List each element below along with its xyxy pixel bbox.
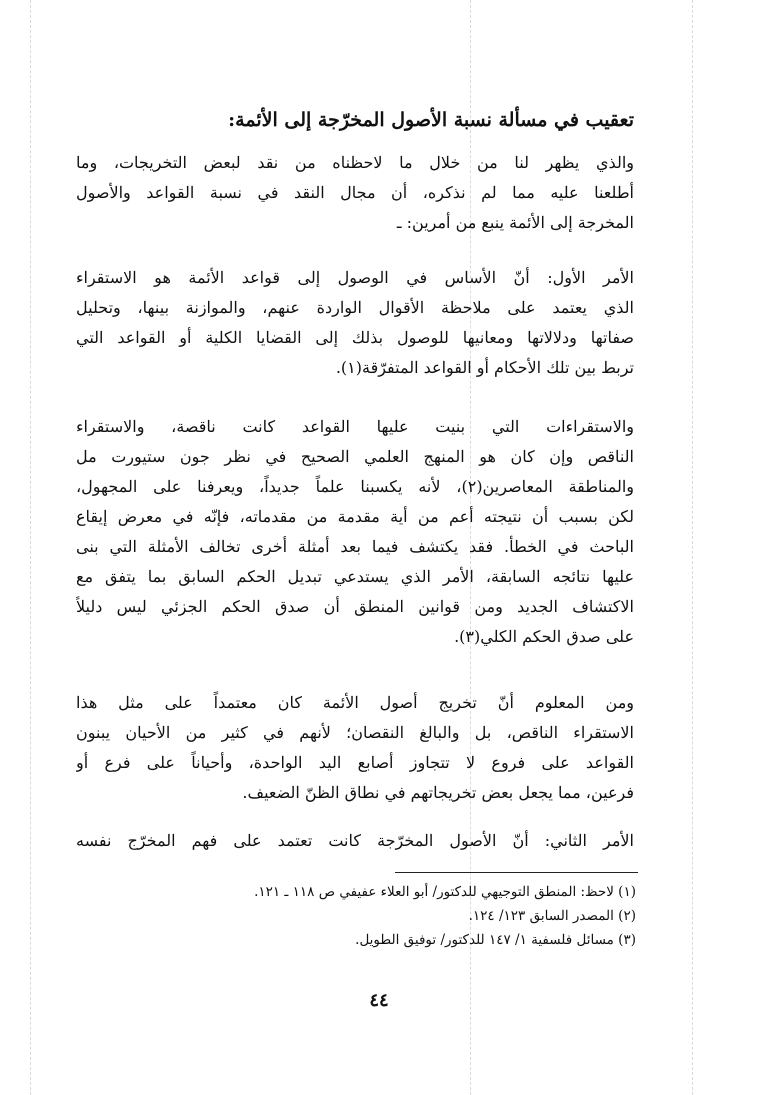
text-line: صفاتها ودلالاتها ومعانيها للوصول بذلك إلى القضايا الكلية أو القواعد التي bbox=[76, 328, 634, 347]
text-line: الأمر الأول: أنّ الأساس في الوصول إلى قواعد الأئمة هو الاستقراء bbox=[76, 268, 634, 287]
text-line: الذي يعتمد على ملاحظة الأقوال الواردة عنهم، والموازنة بينها، وتحليل bbox=[76, 298, 634, 317]
text-line: لكن بسبب أن نتيجته أعم من أية مقدمة من مقدماته، فإنّه في معرض إيقاع bbox=[76, 507, 634, 526]
scan-guide-line bbox=[692, 0, 693, 1095]
footnote-1: (١) لاحظ: المنطق التوجيهي للدكتور/ أبو العلاء عفيفي ص ١١٨ ـ ١٢١. bbox=[254, 884, 636, 900]
text-line: الأمر الثاني: أنّ الأصول المخرّجة كانت تعتمد على فهم المخرّج نفسه bbox=[76, 831, 634, 850]
section-heading: تعقيب في مسألة نسبة الأصول المخرّجة إلى الأئمة: bbox=[228, 109, 634, 131]
text-line: والذي يظهر لنا من خلال ما لاحظناه من نقد لبعض التخريجات، وما bbox=[76, 153, 634, 172]
paragraph-4 bbox=[76, 688, 634, 808]
text-line: الاكتشاف الجديد ومن قوانين المنطق أن صدق الحكم الجزئي ليس دليلاً bbox=[76, 597, 634, 616]
footnote-separator bbox=[395, 872, 638, 873]
paragraph-5 bbox=[76, 826, 634, 856]
text-line: فرعين، مما يجعل بعض تخريجاتهم في نطاق الظنّ الضعيف. bbox=[242, 783, 634, 802]
text-line: على صدق الحكم الكلي(٣). bbox=[454, 627, 634, 646]
page-number: ٤٤ bbox=[369, 990, 389, 1011]
text-line: الناقص وإن كان هو المنهج العلمي الصحيح في نظر جون ستيورت مل bbox=[76, 447, 634, 466]
text-line: الاستقراء الناقص، بل والبالغ النقصان؛ لأنهم في كثير من الأحيان يبنون bbox=[76, 723, 634, 742]
text-line: أطلعنا عليه مما لم نذكره، أن مجال النقد في نسبة القواعد والأصول bbox=[76, 183, 634, 202]
text-line: تربط بين تلك الأحكام أو القواعد المتفرّقة(١). bbox=[335, 358, 634, 377]
text-line: الباحث في الخطأ. فقد يكتشف فيما بعد أمثلة أخرى تخالف الأمثلة التي بنى bbox=[76, 537, 634, 556]
text-line: عليها نتائجه السابقة، الأمر الذي يستدعي تبديل الحكم السابق بما يتفق مع bbox=[76, 567, 634, 586]
text-line: القواعد على فروع لا تتجاوز أصابع اليد الواحدة، وأحياناً على فرع أو bbox=[76, 753, 634, 772]
text-line: ومن المعلوم أنّ تخريج أصول الأئمة كان معتمداً على مثل هذا bbox=[76, 693, 634, 712]
text-line: والمناطقة المعاصرين(٢)، لأنه يكسبنا علماً جديداً، ويعرفنا على المجهول، bbox=[76, 477, 634, 496]
paragraph-2 bbox=[76, 263, 634, 383]
paragraph-1 bbox=[76, 148, 634, 238]
footnote-2: (٢) المصدر السابق ١٢٣/ ١٢٤. bbox=[468, 908, 636, 924]
footnotes bbox=[76, 880, 636, 952]
scan-guide-line bbox=[30, 0, 31, 1095]
paragraph-3 bbox=[76, 412, 634, 652]
text-line: والاستقراءات التي بنيت عليها القواعد كانت ناقصة، والاستقراء bbox=[76, 417, 634, 436]
text-line: المخرجة إلى الأئمة ينبع من أمرين: ـ bbox=[396, 213, 634, 232]
footnote-3: (٣) مسائل فلسفية ١/ ١٤٧ للدكتور/ توفيق الطويل. bbox=[355, 932, 636, 948]
